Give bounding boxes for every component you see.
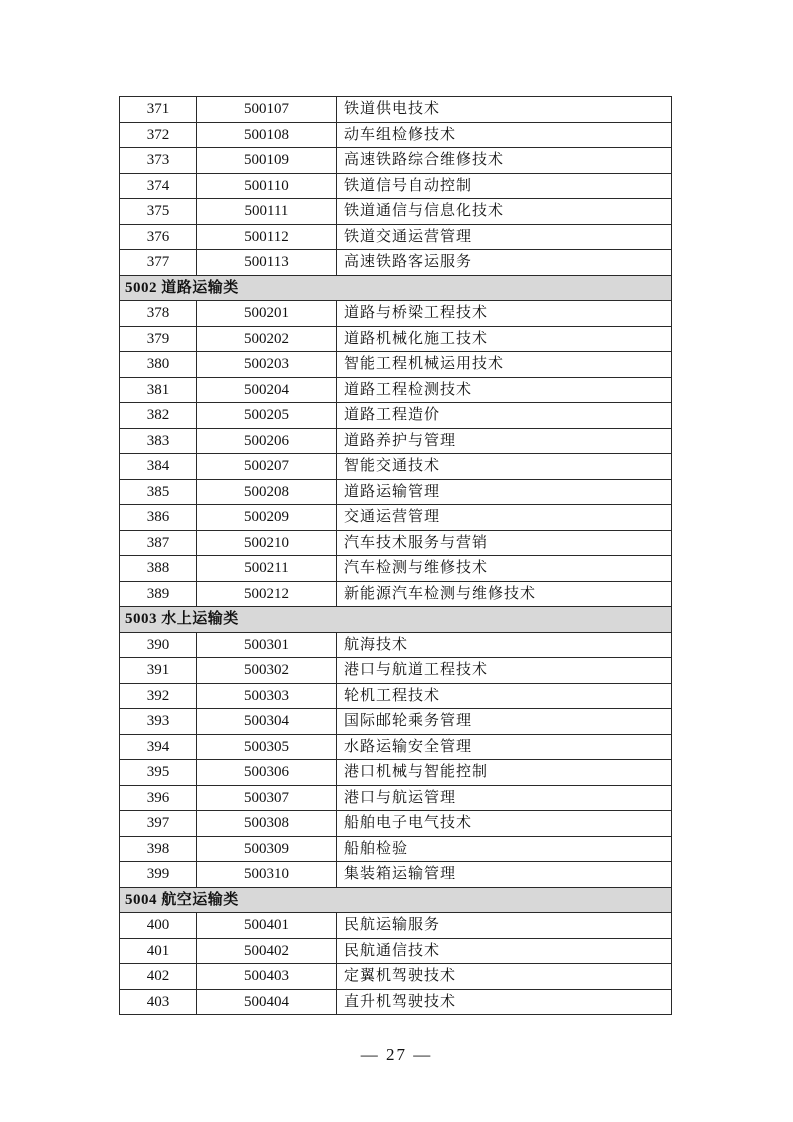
row-sequence-number: 397	[120, 811, 197, 837]
row-sequence-number: 403	[120, 989, 197, 1015]
table-row	[120, 556, 672, 582]
category-row	[120, 607, 672, 633]
row-program-name: 铁道通信与信息化技术	[337, 199, 672, 225]
row-program-name: 道路工程检测技术	[337, 377, 672, 403]
row-program-name: 汽车检测与维修技术	[337, 556, 672, 582]
row-program-code: 500303	[197, 683, 337, 709]
table-row	[120, 913, 672, 939]
row-program-name: 水路运输安全管理	[337, 734, 672, 760]
row-program-name: 交通运营管理	[337, 505, 672, 531]
category-label: 5003 水上运输类	[120, 607, 672, 633]
row-program-code: 500403	[197, 964, 337, 990]
table-row	[120, 530, 672, 556]
row-program-name: 民航运输服务	[337, 913, 672, 939]
row-program-name: 汽车技术服务与营销	[337, 530, 672, 556]
row-program-name: 道路与桥梁工程技术	[337, 301, 672, 327]
row-program-name: 港口机械与智能控制	[337, 760, 672, 786]
row-program-name: 高速铁路客运服务	[337, 250, 672, 276]
row-sequence-number: 400	[120, 913, 197, 939]
row-program-code: 500305	[197, 734, 337, 760]
row-program-code: 500302	[197, 658, 337, 684]
table-row	[120, 173, 672, 199]
row-sequence-number: 388	[120, 556, 197, 582]
table-row	[120, 224, 672, 250]
row-sequence-number: 375	[120, 199, 197, 225]
program-catalog-table	[119, 96, 672, 1015]
table-row	[120, 505, 672, 531]
row-program-name: 智能工程机械运用技术	[337, 352, 672, 378]
category-row	[120, 887, 672, 913]
table-row	[120, 632, 672, 658]
row-program-name: 定翼机驾驶技术	[337, 964, 672, 990]
table-row	[120, 479, 672, 505]
row-sequence-number: 393	[120, 709, 197, 735]
table-row	[120, 428, 672, 454]
row-program-name: 港口与航运管理	[337, 785, 672, 811]
row-program-name: 道路养护与管理	[337, 428, 672, 454]
table-body	[120, 97, 672, 1015]
table-row	[120, 734, 672, 760]
row-sequence-number: 382	[120, 403, 197, 429]
row-program-name: 航海技术	[337, 632, 672, 658]
row-program-code: 500207	[197, 454, 337, 480]
row-program-code: 500401	[197, 913, 337, 939]
table-row	[120, 199, 672, 225]
row-program-name: 国际邮轮乘务管理	[337, 709, 672, 735]
row-program-code: 500112	[197, 224, 337, 250]
row-program-code: 500307	[197, 785, 337, 811]
table-row	[120, 760, 672, 786]
row-sequence-number: 394	[120, 734, 197, 760]
row-program-code: 500107	[197, 97, 337, 123]
table-row	[120, 352, 672, 378]
row-program-code: 500205	[197, 403, 337, 429]
table-row	[120, 148, 672, 174]
table-row	[120, 301, 672, 327]
row-sequence-number: 385	[120, 479, 197, 505]
row-program-code: 500108	[197, 122, 337, 148]
row-program-name: 道路机械化施工技术	[337, 326, 672, 352]
table-row	[120, 454, 672, 480]
table-row	[120, 989, 672, 1015]
row-program-name: 船舶电子电气技术	[337, 811, 672, 837]
row-program-code: 500201	[197, 301, 337, 327]
row-sequence-number: 384	[120, 454, 197, 480]
row-program-name: 铁道供电技术	[337, 97, 672, 123]
table-row	[120, 581, 672, 607]
row-program-code: 500301	[197, 632, 337, 658]
row-sequence-number: 389	[120, 581, 197, 607]
row-program-code: 500304	[197, 709, 337, 735]
table-row	[120, 862, 672, 888]
row-program-code: 500109	[197, 148, 337, 174]
row-sequence-number: 376	[120, 224, 197, 250]
row-program-name: 民航通信技术	[337, 938, 672, 964]
category-label: 5002 道路运输类	[120, 275, 672, 301]
row-program-code: 500309	[197, 836, 337, 862]
row-program-name: 港口与航道工程技术	[337, 658, 672, 684]
table-row	[120, 97, 672, 123]
row-sequence-number: 391	[120, 658, 197, 684]
row-sequence-number: 398	[120, 836, 197, 862]
table-row	[120, 250, 672, 276]
row-program-code: 500306	[197, 760, 337, 786]
row-program-name: 铁道交通运营管理	[337, 224, 672, 250]
row-program-name: 道路工程造价	[337, 403, 672, 429]
row-sequence-number: 386	[120, 505, 197, 531]
row-sequence-number: 372	[120, 122, 197, 148]
row-program-code: 500209	[197, 505, 337, 531]
row-program-code: 500310	[197, 862, 337, 888]
table-row	[120, 403, 672, 429]
row-sequence-number: 373	[120, 148, 197, 174]
row-program-code: 500110	[197, 173, 337, 199]
table-row	[120, 658, 672, 684]
table-row	[120, 377, 672, 403]
row-sequence-number: 395	[120, 760, 197, 786]
row-sequence-number: 390	[120, 632, 197, 658]
row-program-code: 500208	[197, 479, 337, 505]
table-row	[120, 938, 672, 964]
row-sequence-number: 377	[120, 250, 197, 276]
row-program-code: 500210	[197, 530, 337, 556]
row-program-code: 500113	[197, 250, 337, 276]
category-row	[120, 275, 672, 301]
row-program-code: 500111	[197, 199, 337, 225]
row-sequence-number: 392	[120, 683, 197, 709]
row-sequence-number: 387	[120, 530, 197, 556]
row-program-code: 500203	[197, 352, 337, 378]
table-row	[120, 709, 672, 735]
table-row	[120, 326, 672, 352]
row-program-code: 500204	[197, 377, 337, 403]
row-program-code: 500206	[197, 428, 337, 454]
table-row	[120, 964, 672, 990]
row-sequence-number: 371	[120, 97, 197, 123]
row-sequence-number: 402	[120, 964, 197, 990]
row-program-code: 500308	[197, 811, 337, 837]
category-label: 5004 航空运输类	[120, 887, 672, 913]
row-program-code: 500212	[197, 581, 337, 607]
row-program-code: 500404	[197, 989, 337, 1015]
row-program-name: 直升机驾驶技术	[337, 989, 672, 1015]
row-program-name: 轮机工程技术	[337, 683, 672, 709]
row-program-name: 高速铁路综合维修技术	[337, 148, 672, 174]
row-sequence-number: 399	[120, 862, 197, 888]
row-sequence-number: 379	[120, 326, 197, 352]
row-program-code: 500402	[197, 938, 337, 964]
row-sequence-number: 374	[120, 173, 197, 199]
row-program-name: 集装箱运输管理	[337, 862, 672, 888]
row-sequence-number: 383	[120, 428, 197, 454]
row-sequence-number: 381	[120, 377, 197, 403]
table-row	[120, 836, 672, 862]
table-row	[120, 683, 672, 709]
row-program-code: 500211	[197, 556, 337, 582]
row-program-name: 智能交通技术	[337, 454, 672, 480]
table-row	[120, 785, 672, 811]
row-program-name: 动车组检修技术	[337, 122, 672, 148]
row-sequence-number: 380	[120, 352, 197, 378]
table-row	[120, 122, 672, 148]
row-program-code: 500202	[197, 326, 337, 352]
row-program-name: 新能源汽车检测与维修技术	[337, 581, 672, 607]
row-sequence-number: 378	[120, 301, 197, 327]
table-row	[120, 811, 672, 837]
row-program-name: 道路运输管理	[337, 479, 672, 505]
row-sequence-number: 396	[120, 785, 197, 811]
row-program-name: 船舶检验	[337, 836, 672, 862]
row-sequence-number: 401	[120, 938, 197, 964]
page-number: — 27 —	[360, 1045, 433, 1064]
row-program-name: 铁道信号自动控制	[337, 173, 672, 199]
